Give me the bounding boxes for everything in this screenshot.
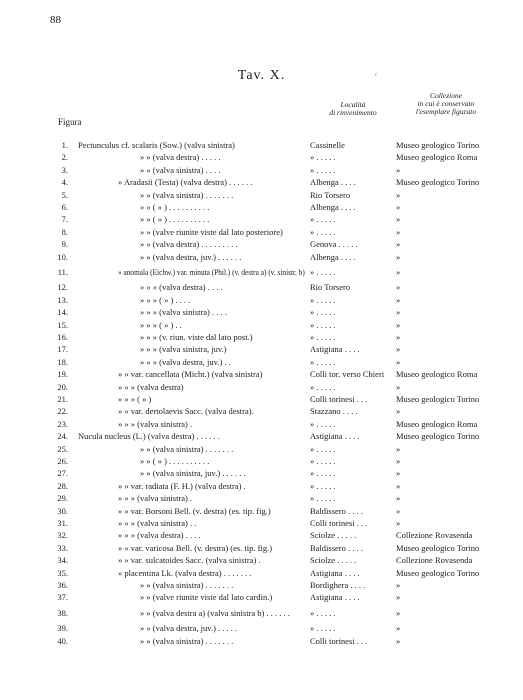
locality: Colli torinesi . . . — [310, 635, 368, 646]
figure-number: 9. — [61, 239, 68, 250]
table-row — [0, 554, 523, 566]
locality: » . . . . . — [310, 152, 336, 163]
header-localita-line-1: Località — [340, 100, 366, 109]
corner-mark: ′ — [375, 72, 377, 82]
collection: Collezione Rovasenda — [396, 530, 473, 541]
figure-description: » placentina Lk. (valva destra) . . . . . . . — [118, 567, 252, 578]
header-figura: Figura — [58, 117, 82, 127]
figure-number: 22. — [57, 406, 68, 417]
figure-description: » » » (v. riun. viste dal lato post.) — [140, 332, 253, 342]
figure-description: » » » (valva sinistra) . — [118, 493, 193, 504]
table-row — [0, 281, 523, 293]
locality: Colli torinesi . . . — [310, 394, 368, 404]
figure-number: 38. — [57, 607, 68, 618]
header-localita-line-2: di rinvenimento — [329, 108, 377, 117]
table-row — [0, 393, 523, 405]
figure-description: » » » (valva sinistra) . . . . — [140, 307, 227, 318]
header-collezione-line-2: in cui è conservato — [417, 99, 475, 108]
collection: » — [396, 580, 401, 590]
collection: » — [396, 505, 401, 516]
collection: Museo geologico Torino — [396, 567, 480, 578]
table-row — [0, 635, 523, 647]
figure-description: » » (valva sinistra) . . . . . . . — [140, 580, 234, 590]
locality: » . . . . . — [310, 480, 336, 491]
table-row — [0, 622, 523, 634]
locality: Stazzano . . . . — [310, 406, 358, 417]
collection: » — [396, 635, 401, 646]
figure-number: 5. — [61, 189, 68, 200]
collection: Museo geologico Torino — [396, 177, 480, 188]
figure-description: » » » (valva destra) — [118, 381, 184, 392]
table-row — [0, 480, 523, 492]
figure-description: » » » ( » ) — [118, 394, 152, 404]
table-row — [0, 306, 523, 318]
locality: Astigiana . . . . — [310, 592, 360, 603]
locality: Cassinelle — [310, 140, 345, 150]
locality: » . . . . . — [310, 332, 336, 342]
collection: » — [396, 443, 401, 454]
header-collezione-line-3: l'esemplare figurato — [415, 107, 477, 116]
locality: Albenga . . . . — [310, 202, 356, 212]
collection: » — [396, 518, 401, 528]
figure-number: 13. — [57, 294, 68, 305]
locality: » . . . . . — [310, 226, 336, 237]
collection: » — [396, 592, 401, 603]
figure-description: Nucula nucleus (L.) (valva destra) . . . . . . — [78, 431, 220, 442]
locality: Albenga . . . . — [310, 177, 356, 188]
figure-number: 34. — [57, 555, 68, 566]
figure-description: » » var. cancellata (Micht.) (valva sinistra) — [118, 369, 263, 380]
table-row — [0, 176, 523, 188]
locality: » . . . . . — [310, 607, 336, 618]
figure-description: » » » (valva sinistra, juv.) — [140, 344, 227, 355]
table-row — [0, 505, 523, 517]
figure-description: » » (valva destra) . . . . . — [140, 152, 221, 163]
figure-description: » » » (valva destra, juv.) . . — [140, 356, 231, 367]
locality: Baldissero . . . . — [310, 542, 363, 553]
figure-description: » » ( » ) . . . . . . . . . . — [140, 214, 210, 225]
figure-description: » » (valve riunite viste dal lato cardin.) — [140, 592, 273, 603]
figure-number: 27. — [57, 468, 68, 479]
figure-number: 14. — [57, 307, 68, 318]
locality: » . . . . . — [310, 164, 336, 175]
locality: » . . . . . — [310, 443, 336, 454]
collection: Museo geologico Torino — [396, 542, 480, 553]
figure-number: 2. — [61, 152, 68, 163]
figure-description: Pectunculus cf. scalaris (Sow.) (valva sinistra) — [78, 140, 235, 150]
figure-description: » » var. varicosa Bell. (v. destra) (es. tip. fig.) — [118, 542, 273, 553]
collection: » — [396, 251, 401, 262]
table-row — [0, 151, 523, 163]
figure-number: 3. — [61, 164, 68, 175]
collection: » — [396, 202, 401, 212]
figure-number: 25. — [57, 443, 68, 454]
figure-number: 18. — [57, 356, 68, 367]
locality: Baldissero . . . . — [310, 505, 363, 516]
figure-number: 15. — [57, 319, 68, 330]
collection: Museo geologico Roma — [396, 152, 478, 163]
table-row — [0, 266, 523, 278]
figure-number: 8. — [61, 226, 68, 237]
figure-description: » » ( » ) . . . . . . . . . . — [140, 202, 210, 212]
figure-description: » » (valva sinistra) . . . . . . . — [140, 189, 234, 200]
collection: » — [396, 468, 401, 479]
locality: Colli tor. verso Chieri — [310, 369, 385, 380]
table-row — [0, 567, 523, 579]
figure-number: 21. — [57, 394, 68, 404]
collection: » — [396, 189, 401, 200]
figure-number: 32. — [57, 530, 68, 541]
figure-description: » » ( » ) . . . . . . . . . . — [140, 456, 210, 466]
table-row — [0, 331, 523, 343]
figure-number: 23. — [57, 418, 68, 429]
figure-number: 36. — [57, 580, 68, 590]
table-row — [0, 238, 523, 250]
table-row — [0, 251, 523, 263]
figure-description: » » (valva destra) . . . . . . . . . — [140, 239, 238, 250]
figure-description: » » (valva destra, juv.) . . . . . — [140, 623, 238, 634]
collection: » — [396, 381, 401, 392]
figure-description: » » (valva sinistra) . . . . . . . — [140, 635, 234, 646]
figure-number: 39. — [57, 623, 68, 634]
locality: Colli torinesi . . . — [310, 518, 368, 528]
figure-number: 7. — [61, 214, 68, 225]
figure-description: » Aradasii (Testa) (valva destra) . . . . . . — [118, 177, 253, 188]
locality: » . . . . . — [310, 319, 336, 330]
collection: » — [396, 406, 401, 417]
collection: Museo geologico Roma — [396, 418, 478, 429]
collection: » — [396, 493, 401, 504]
collection: » — [396, 294, 401, 305]
locality: » . . . . . — [310, 381, 336, 392]
table-row — [0, 343, 523, 355]
table-row — [0, 455, 523, 467]
collection: » — [396, 332, 401, 342]
figure-description: » » » (valva sinistra) . . — [118, 518, 197, 528]
collection: » — [396, 607, 401, 618]
locality: » . . . . . — [310, 267, 336, 277]
plate-title: Tav. X. — [237, 68, 286, 83]
figure-number: 10. — [57, 251, 68, 262]
figure-description: » » (valva sinistra) . . . . — [140, 164, 221, 175]
table-row — [0, 189, 523, 201]
figure-number: 30. — [57, 505, 68, 516]
figure-description: » anomala (Eichw.) var. minuta (Phil.) (v. destra a) (v. sinistr. b) — [118, 267, 305, 277]
collection: » — [396, 356, 401, 367]
table-row — [0, 294, 523, 306]
figure-description: » » (valva destra, juv.) . . . . . . — [140, 251, 242, 262]
figure-description: » » (valva destra a) (valva sinistra b) . . . . . . — [140, 607, 290, 618]
locality: Bordighera . . . . — [310, 580, 366, 590]
collection: » — [396, 282, 401, 293]
figure-number: 31. — [57, 518, 68, 528]
table-row — [0, 381, 523, 393]
collection: » — [396, 319, 401, 330]
locality: » . . . . . — [310, 307, 336, 318]
locality: » . . . . . — [310, 294, 336, 305]
figure-number: 40. — [57, 635, 68, 646]
figure-number: 29. — [57, 493, 68, 504]
page-number: 88 — [50, 14, 61, 26]
locality: Sciolze . . . . . — [310, 530, 357, 541]
table-row — [0, 517, 523, 529]
collection: Museo geologico Torino — [396, 140, 480, 150]
collection: Museo geologico Torino — [396, 394, 480, 404]
figure-description: » » » (valva sinistra) . — [118, 418, 193, 429]
table-row — [0, 591, 523, 603]
locality: Astigiana . . . . — [310, 344, 360, 355]
locality: Albenga . . . . — [310, 251, 356, 262]
table-row — [0, 319, 523, 331]
figure-number: 33. — [57, 542, 68, 553]
locality: » . . . . . — [310, 468, 336, 479]
figure-description: » » var. Borsoni Bell. (v. destra) (es. tip. fig.) — [118, 505, 271, 516]
table-row — [0, 418, 523, 430]
collection: Collezione Rovasenda — [396, 555, 473, 566]
figure-description: » » » (valva destra) . . . . — [118, 530, 201, 541]
table-row — [0, 607, 523, 619]
table-row — [0, 443, 523, 455]
collection: Museo geologico Torino — [396, 431, 480, 442]
figure-description: » » var. dertolaevis Sacc. (valva destra). — [118, 406, 254, 417]
locality: » . . . . . — [310, 356, 336, 367]
table-row — [0, 213, 523, 225]
figure-description: » » » (valva destra) . . . . — [140, 282, 223, 293]
figure-number: 20. — [57, 381, 68, 392]
table-row — [0, 492, 523, 504]
table-row — [0, 139, 523, 151]
table-row — [0, 368, 523, 380]
figure-number: 12. — [57, 282, 68, 293]
figure-description: » » » ( » ) . . . . — [140, 294, 191, 305]
locality: » . . . . . — [310, 214, 336, 225]
locality: Rio Torsero — [310, 282, 351, 293]
figure-number: 1. — [61, 140, 68, 150]
table-row — [0, 542, 523, 554]
locality: » . . . . . — [310, 456, 336, 466]
figure-number: 11. — [57, 267, 68, 277]
collection: » — [396, 226, 401, 237]
locality: Sciolze . . . . . — [310, 555, 357, 566]
collection: » — [396, 623, 401, 634]
locality: Genova . . . . . — [310, 239, 358, 250]
figure-number: 4. — [61, 177, 68, 188]
figure-description: » » (valve riunite viste dal lato posteriore) — [140, 226, 283, 237]
collection: » — [396, 267, 401, 277]
figure-number: 35. — [57, 567, 68, 578]
collection: Museo geologico Roma — [396, 369, 478, 380]
collection: » — [396, 307, 401, 318]
figure-description: » » var. radiata (F. H.) (valva destra) . — [118, 480, 246, 491]
table-row — [0, 356, 523, 368]
table-row — [0, 405, 523, 417]
figure-number: 24. — [57, 431, 68, 442]
table-row — [0, 201, 523, 213]
table-row — [0, 164, 523, 176]
locality: » . . . . . — [310, 418, 336, 429]
collection: » — [396, 344, 401, 355]
locality: » . . . . . — [310, 493, 336, 504]
figure-description: » » var. sulcatoides Sacc. (valva sinistra) . — [118, 555, 261, 566]
collection: » — [396, 480, 401, 491]
figure-description: » » (valva sinistra) . . . . . . . — [140, 443, 234, 454]
figure-number: 6. — [61, 202, 68, 212]
figure-number: 19. — [57, 369, 68, 380]
locality: » . . . . . — [310, 623, 336, 634]
header-collezione-line-1: Collezione — [429, 91, 463, 100]
table-row — [0, 579, 523, 591]
figure-description: » » » ( » ) . . — [140, 319, 182, 330]
figure-number: 28. — [57, 480, 68, 491]
figure-description: » » (valva sinistra, juv.) . . . . . . — [140, 468, 246, 479]
table-row — [0, 226, 523, 238]
table-row — [0, 430, 523, 442]
collection: » — [396, 164, 401, 175]
collection: » — [396, 456, 401, 466]
figure-number: 26. — [57, 456, 68, 466]
collection: » — [396, 239, 401, 250]
table-row — [0, 467, 523, 479]
locality: Astigiana . . . . — [310, 431, 360, 442]
figure-number: 16. — [57, 332, 68, 342]
locality: Rio Torsero — [310, 189, 351, 200]
table-row — [0, 529, 523, 541]
figure-number: 37. — [57, 592, 68, 603]
collection: » — [396, 214, 401, 225]
figure-number: 17. — [57, 344, 68, 355]
locality: Astigiana . . . . — [310, 567, 360, 578]
